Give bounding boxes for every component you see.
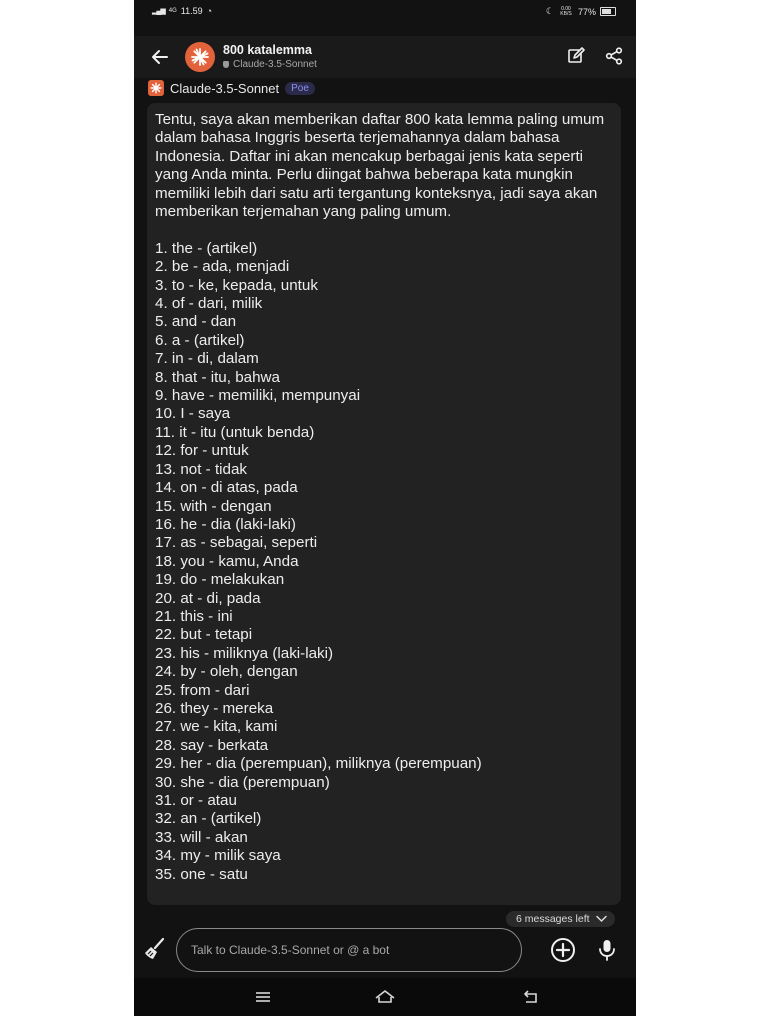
list-item: 2. be - ada, menjadi: [155, 258, 290, 276]
list-item: 18. you - kamu, Anda: [155, 552, 299, 570]
word-list: [155, 240, 615, 884]
list-item: 24. by - oleh, dengan: [155, 663, 298, 681]
list-item: 10. I - saya: [155, 405, 231, 423]
list-item: 26. they - mereka: [155, 699, 274, 717]
list-item: 7. in - di, dalam: [155, 350, 259, 368]
broom-icon: [142, 936, 168, 962]
list-item: 5. and - dan: [155, 313, 237, 331]
list-item: 19. do - melakukan: [155, 571, 285, 589]
list-item: 28. say - berkata: [155, 736, 269, 754]
attach-button[interactable]: [550, 937, 576, 963]
chat-title-area[interactable]: [223, 43, 317, 70]
edit-button[interactable]: [566, 46, 588, 68]
list-item: 12. for - untuk: [155, 442, 249, 460]
list-item: 27. we - kita, kami: [155, 718, 278, 736]
notification-icon: ◔: [206, 6, 213, 16]
message-author-row: [148, 79, 315, 97]
system-back-button[interactable]: [520, 987, 542, 1007]
home-icon: [374, 987, 396, 1007]
messages-left-text: 6 messages left: [516, 913, 590, 925]
voice-input-button[interactable]: [596, 938, 618, 962]
list-item: 35. one - satu: [155, 865, 248, 883]
battery-icon: [600, 7, 616, 16]
message-text: [155, 111, 615, 884]
share-icon: [604, 46, 624, 66]
bot-mini-avatar[interactable]: [148, 80, 164, 96]
message-author-name[interactable]: Claude-3.5-Sonnet: [170, 80, 280, 96]
clear-context-button[interactable]: [142, 936, 168, 962]
chevron-down-icon: [596, 915, 607, 923]
recent-apps-button[interactable]: [252, 987, 274, 1007]
chat-title: 800 katalemma: [223, 43, 312, 57]
phone-screen: [134, 0, 636, 1016]
list-item: 3. to - ke, kepada, untuk: [155, 276, 318, 294]
list-item: 33. will - akan: [155, 828, 248, 846]
list-item: 21. this - ini: [155, 607, 233, 625]
signal-icon: ▂▄▆: [152, 8, 165, 15]
list-item: 22. but - tetapi: [155, 626, 253, 644]
list-item: 23. his - miliknya (laki-laki): [155, 644, 334, 662]
bot-message-bubble[interactable]: [147, 103, 621, 905]
compose-area: [134, 928, 636, 978]
list-item: 29. her - dia (perempuan), miliknya (perempuan): [155, 755, 482, 773]
moon-icon: ☾: [545, 6, 554, 16]
list-item: 16. he - dia (laki-laki): [155, 515, 296, 533]
list-item: 34. my - milik saya: [155, 847, 281, 865]
bot-avatar[interactable]: [185, 42, 215, 72]
shield-icon: [223, 61, 229, 68]
home-button[interactable]: [374, 987, 396, 1007]
list-item: 8. that - itu, bahwa: [155, 368, 280, 386]
claude-logo-icon: [150, 82, 162, 94]
share-button[interactable]: [604, 46, 626, 68]
list-item: 20. at - di, pada: [155, 589, 261, 607]
list-item: 14. on - di atas, pada: [155, 479, 298, 497]
data-rate: 0.00 KB/S: [560, 5, 572, 17]
back-icon: [520, 987, 542, 1007]
list-item: 17. as - sebagai, seperti: [155, 534, 318, 552]
list-item: 6. a - (artikel): [155, 331, 245, 349]
system-navigation-bar: [134, 978, 636, 1016]
list-item: 13. not - tidak: [155, 460, 248, 478]
list-item: 9. have - memiliki, mempunyai: [155, 387, 361, 405]
status-bar: [134, 0, 636, 26]
list-item: 25. from - dari: [155, 681, 250, 699]
list-item: 1. the - (artikel): [155, 239, 258, 257]
clock: 11.59: [180, 6, 203, 16]
network-type: 4G: [168, 8, 177, 14]
messages-left-indicator[interactable]: [506, 911, 615, 927]
microphone-icon: [596, 938, 618, 962]
back-button[interactable]: [148, 45, 172, 69]
recent-apps-icon: [252, 987, 274, 1007]
chat-header: [134, 36, 636, 78]
battery-percent: 77%: [577, 6, 596, 17]
list-item: 31. or - atau: [155, 792, 237, 810]
list-item: 4. of - dari, milik: [155, 295, 263, 313]
list-item: 15. with - dengan: [155, 497, 272, 515]
edit-icon: [566, 46, 586, 66]
plus-circle-icon: [550, 937, 576, 963]
message-input[interactable]: [176, 928, 522, 972]
message-intro: Tentu, saya akan memberikan daftar 800 kata lemma paling umum dalam bahasa Inggris beserta terjemahannya dalam bahasa Indonesia. Daftar ini akan mencakup berbagai jenis kata seperti yang Anda minta. Perlu diingat bahwa beberapa kata mungkin memiliki lebih dari satu arti tergantung konteksnya, jadi saya akan memberikan terjemahan yang paling umum.: [155, 111, 605, 221]
poe-badge: Poe: [285, 82, 315, 95]
list-item: 30. she - dia (perempuan): [155, 773, 330, 791]
claude-logo-icon: [190, 47, 210, 67]
list-item: 11. it - itu (untuk benda): [155, 423, 315, 441]
back-arrow-icon: [151, 48, 169, 66]
list-item: 32. an - (artikel): [155, 810, 262, 828]
chat-subtitle: [223, 59, 317, 70]
bot-model-name: Claude-3.5-Sonnet: [233, 59, 317, 70]
